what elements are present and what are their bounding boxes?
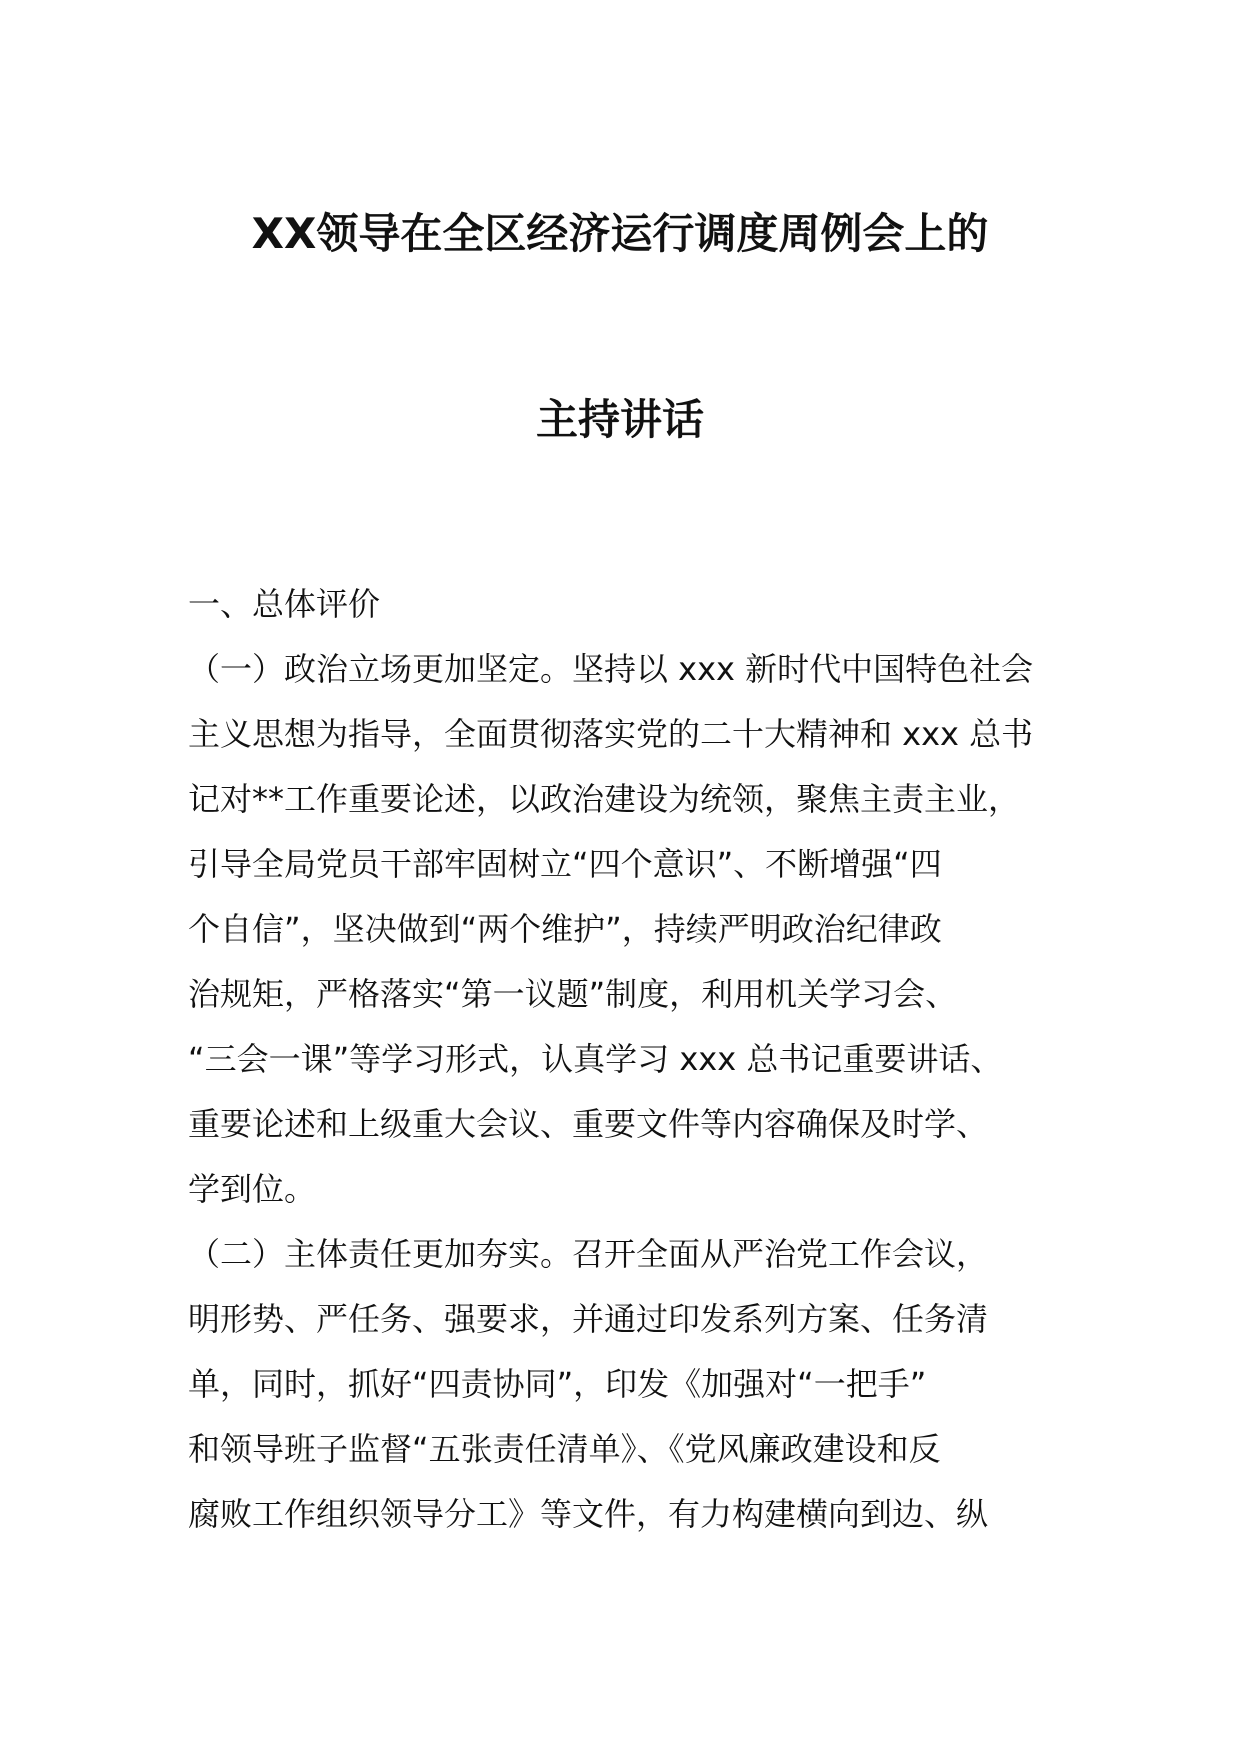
paragraph-line: （二）主体责任更加夯实。召开全面从严治党工作会议，: [188, 1235, 989, 1273]
paragraph-line: 记对**工作重要论述，以政治建设为统领，聚焦主责主业，: [188, 780, 1021, 818]
paragraph-line: 重要论述和上级重大会议、重要文件等内容确保及时学、: [188, 1105, 989, 1143]
paragraph-line: 主义思想为指导，全面贯彻落实党的二十大精神和 xxx 总书: [188, 715, 1034, 753]
paragraph-line: 引导全局党员干部牢固树立“四个意识”、不断增强“四: [188, 845, 942, 883]
paragraph-line: “三会一课”等学习形式，认真学习 xxx 总书记重要讲话、: [188, 1040, 1003, 1078]
paragraph-line: 个自信”，坚决做到“两个维护”，持续严明政治纪律政: [188, 910, 942, 948]
document-body: [188, 572, 1088, 1547]
document-title-line-2: 主持讲话: [535, 395, 704, 444]
paragraph-line: 和领导班子监督“五张责任清单》、《党风廉政建设和反: [188, 1430, 941, 1468]
document-title-line-1: XX领导在全区经济运行调度周例会上的: [251, 209, 989, 258]
paragraph-line: 明形势、严任务、强要求，并通过印发系列方案、任务清: [188, 1300, 989, 1338]
section-heading: 一、总体评价: [188, 585, 381, 623]
paragraph-line: 学到位。: [188, 1170, 317, 1208]
paragraph-line: 单，同时，抓好“四责协同”，印发《加强对“一把手”: [188, 1365, 927, 1403]
paragraph-line: （一）政治立场更加坚定。坚持以 xxx 新时代中国特色社会: [188, 650, 1034, 688]
paragraph-line: 治规矩，严格落实“第一议题”制度，利用机关学习会、: [188, 975, 958, 1013]
paragraph-line: 腐败工作组织领导分工》等文件，有力构建横向到边、纵: [188, 1495, 989, 1533]
